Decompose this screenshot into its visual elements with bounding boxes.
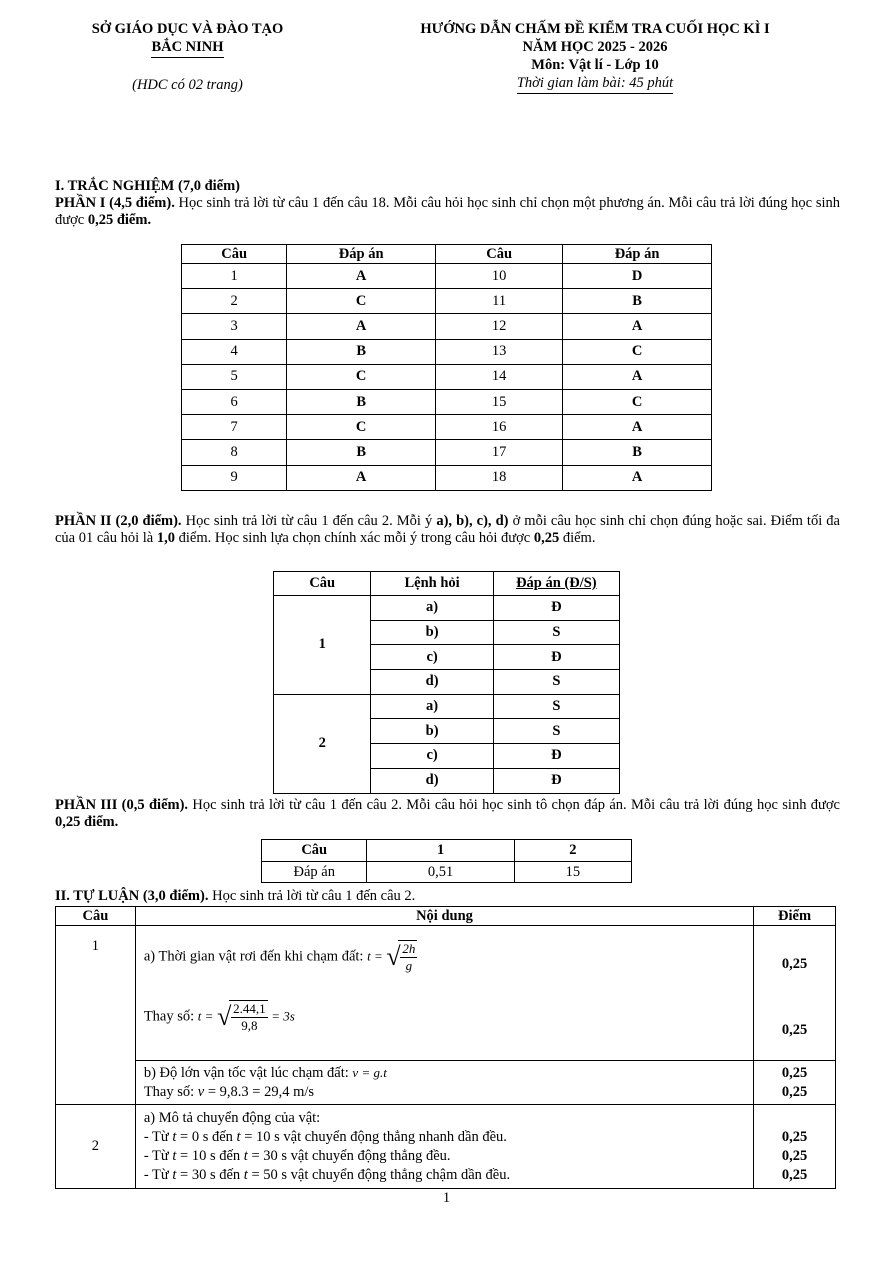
header-left <box>55 20 320 94</box>
q2-text: = 30 s đến <box>176 1166 244 1183</box>
t3-answer-1: 0,51 <box>367 862 514 883</box>
statement-label: d) <box>371 768 493 793</box>
q2-text: - Từ <box>143 1128 173 1145</box>
time-variable: t <box>172 1128 177 1145</box>
statement-label: b) <box>371 620 493 645</box>
question-number: 2 <box>182 289 287 314</box>
essay-header-diem: Điểm <box>754 907 836 926</box>
question-number: 11 <box>436 289 563 314</box>
answer-letter: B <box>563 289 712 314</box>
question-number: 14 <box>436 364 563 389</box>
q1a-sub-sqrt <box>229 1000 268 1034</box>
essay-q2-number: 2 <box>56 1105 136 1189</box>
essay-q1-number: 1 <box>56 926 136 1105</box>
q2-description-line <box>144 1166 753 1185</box>
time-variable: t <box>172 1166 177 1183</box>
q2-description-line <box>144 1147 753 1166</box>
table-row <box>182 339 712 364</box>
question-number: 2 <box>274 694 371 793</box>
q1a-sub-text: Thay số: <box>143 1008 198 1025</box>
true-false-answer: S <box>493 719 619 744</box>
q2-text: = 0 s đến <box>176 1128 237 1145</box>
answer-letter: D <box>563 264 712 289</box>
t1-header-dapan: Đáp án <box>287 245 436 264</box>
table-row <box>274 596 620 621</box>
t1-header-cau2: Câu <box>436 245 563 264</box>
answer-letter: B <box>563 440 712 465</box>
header-right <box>365 20 825 94</box>
page-number: 1 <box>442 1190 451 1206</box>
part2-text-a: Học sinh trả lời từ câu 1 đến câu 2. Mỗi ý <box>181 513 437 529</box>
answer-letter: B <box>287 440 436 465</box>
part1-answer-table <box>181 244 712 491</box>
document-title: HƯỚNG DẪN CHẤM ĐỀ KIỂM TRA CUỐI HỌC KÌ I <box>420 21 770 37</box>
q1a-text: a) Thời gian vật rơi đến khi chạm đất: <box>143 948 368 965</box>
q1a-num: √ 2h <box>402 941 416 956</box>
part3-answer-table <box>261 839 632 883</box>
part2-text-d: điểm. <box>559 530 596 546</box>
question-number: 13 <box>436 339 563 364</box>
q2-text: = 10 s đến <box>176 1147 244 1164</box>
question-number: 9 <box>182 465 287 490</box>
t1-header-dapan2: Đáp án <box>563 245 712 264</box>
answer-letter: A <box>287 314 436 339</box>
q1b-sub-text: Thay số: <box>143 1084 198 1100</box>
q1a-den: g <box>405 958 413 973</box>
question-number: 4 <box>182 339 287 364</box>
table-row <box>182 264 712 289</box>
q2-line0: a) Mô tả chuyển động của vật: <box>143 1109 321 1126</box>
t3-row-label: Đáp án <box>262 862 367 883</box>
part1-score: 0,25 điểm. <box>87 212 152 228</box>
school-year: NĂM HỌC 2025 - 2026 <box>522 39 668 55</box>
true-false-answer: Đ <box>493 645 619 670</box>
part3-score: 0,25 điểm. <box>55 814 119 830</box>
page-count-note: (HDC có 02 trang) <box>132 77 243 93</box>
time-variable: t <box>243 1147 248 1164</box>
t3-header-cau: Câu <box>262 840 367 862</box>
table-row <box>182 440 712 465</box>
question-number: 17 <box>436 440 563 465</box>
essay-header-noidung: Nội dung <box>135 907 753 926</box>
question-number: 8 <box>182 440 287 465</box>
part3-instructions <box>55 797 840 831</box>
time-variable: t <box>243 1166 248 1183</box>
essay-q1a-scores <box>754 926 836 1061</box>
t2-header-dapan: Đáp án (Đ/S) <box>493 572 619 596</box>
q1b-formula: v = g.t <box>352 1065 387 1080</box>
true-false-answer: S <box>493 694 619 719</box>
essay-q1b-content <box>135 1061 753 1105</box>
table-row <box>182 364 712 389</box>
section2-title: II. TỰ LUẬN (3,0 điểm). <box>55 888 209 904</box>
part1-text: Học sinh trả lời từ câu 1 đến câu 18. Mỗi câu hỏi học sinh chỉ chọn một phương án. Mỗi câu trả lời đúng học sinh được <box>55 195 840 228</box>
q2-score: 0,25 <box>781 1148 808 1164</box>
question-number: 7 <box>182 415 287 440</box>
q2-score: 0,25 <box>781 1167 808 1183</box>
q1a-sub-num: √ 2.44,1 <box>233 1001 266 1016</box>
answer-letter: C <box>287 289 436 314</box>
answer-letter: B <box>287 389 436 414</box>
statement-label: b) <box>371 719 493 744</box>
question-number: 10 <box>436 264 563 289</box>
time-variable: t <box>172 1147 177 1164</box>
q1a-sub-rhs: = 3s <box>271 1008 295 1024</box>
part3-text: Học sinh trả lời từ câu 1 đến câu 2. Mỗi câu hỏi học sinh tô chọn đáp án. Mỗi câu trả lời đúng học sinh được <box>188 797 840 813</box>
answer-letter: B <box>287 339 436 364</box>
province-name: BẮC NINH <box>151 38 223 58</box>
section2-title-rest: Học sinh trả lời từ câu 1 đến câu 2. <box>208 888 416 904</box>
part2-each: 0,25 <box>533 530 560 546</box>
answer-letter: A <box>563 364 712 389</box>
essay-header-cau: Câu <box>56 907 136 926</box>
part1-label: PHẦN I (4,5 điểm). <box>55 195 175 211</box>
essay-q2-scores <box>754 1105 836 1189</box>
true-false-answer: Đ <box>493 596 619 621</box>
true-false-answer: S <box>493 670 619 695</box>
section1-title: I. TRẮC NGHIỆM (7,0 điểm) <box>55 178 241 194</box>
true-false-answer: S <box>493 620 619 645</box>
answer-letter: C <box>287 415 436 440</box>
answer-letter: A <box>287 264 436 289</box>
part2-abcd: a), b), c), d) <box>436 513 509 529</box>
part2-text-b: ở mỗi câu học sinh chỉ chọn đúng hoặc sai. Điểm tối đa của 01 câu hỏi là <box>55 513 840 546</box>
q1b-sub-rest: = 9,8.3 = 29,4 m/s <box>204 1084 315 1100</box>
q2-score: 0,25 <box>781 1129 808 1145</box>
q2-text: - Từ <box>143 1147 173 1164</box>
part2-text-c: điểm. Học sinh lựa chọn chính xác mỗi ý trong câu hỏi được <box>175 530 534 546</box>
q1a-lhs: t = <box>367 948 383 964</box>
true-false-answer: Đ <box>493 744 619 769</box>
q2-text: = 50 s vật chuyển động thẳng chậm dần đều. <box>247 1166 511 1183</box>
q1b-sub-v: v <box>197 1084 205 1100</box>
essay-q1a-content <box>135 926 753 1061</box>
table-row <box>182 389 712 414</box>
question-number: 16 <box>436 415 563 440</box>
essay-q1b-scores <box>754 1061 836 1105</box>
statement-label: d) <box>371 670 493 695</box>
answer-letter: A <box>563 314 712 339</box>
question-number: 12 <box>436 314 563 339</box>
part1-instructions <box>55 195 840 229</box>
essay-q2-content <box>135 1105 753 1189</box>
t1-header-cau: Câu <box>182 245 287 264</box>
question-number: 1 <box>274 596 371 695</box>
question-number: 5 <box>182 364 287 389</box>
q1a-score: 0,25 <box>781 956 808 972</box>
q2-text: = 30 s vật chuyển động thẳng đều. <box>247 1147 451 1164</box>
part3-label: PHẦN III (0,5 điểm). <box>55 797 189 813</box>
table-row <box>182 289 712 314</box>
section2-heading <box>55 888 415 905</box>
statement-label: a) <box>371 596 493 621</box>
table-row <box>274 694 620 719</box>
t3-header-1: 1 <box>367 840 514 862</box>
answer-letter: C <box>287 364 436 389</box>
q1a-sub-lhs: t = <box>197 1008 214 1024</box>
department-name: SỞ GIÁO DỤC VÀ ĐÀO TẠO <box>91 21 284 37</box>
q1b-sub-score: 0,25 <box>781 1083 808 1100</box>
essay-answer-table <box>55 906 836 1189</box>
question-number: 15 <box>436 389 563 414</box>
part2-label: PHẦN II (2,0 điểm). <box>55 513 182 529</box>
t3-header-2: 2 <box>514 840 631 862</box>
statement-label: a) <box>371 694 493 719</box>
q1b-score: 0,25 <box>781 1064 808 1081</box>
part2-answer-table <box>273 571 620 794</box>
question-number: 1 <box>182 264 287 289</box>
table-row <box>182 465 712 490</box>
question-number: 18 <box>436 465 563 490</box>
true-false-answer: Đ <box>493 768 619 793</box>
question-number: 6 <box>182 389 287 414</box>
q1b-text: b) Độ lớn vận tốc vật lúc chạm đất: <box>143 1065 353 1081</box>
q1a-sub-den: 9,8 <box>241 1018 258 1033</box>
statement-label: c) <box>371 645 493 670</box>
t2-header-cau: Câu <box>274 572 371 596</box>
t2-header-lenh: Lệnh hỏi <box>371 572 493 596</box>
q1a-sqrt <box>398 940 417 974</box>
t3-answer-2: 15 <box>514 862 631 883</box>
answer-letter: A <box>563 465 712 490</box>
q2-text: - Từ <box>143 1166 173 1183</box>
q2-description-line <box>144 1128 753 1147</box>
answer-letter: A <box>287 465 436 490</box>
answer-letter: C <box>563 339 712 364</box>
q2-text: = 10 s vật chuyển động thẳng nhanh dần đều. <box>240 1128 507 1145</box>
question-number: 3 <box>182 314 287 339</box>
subject: Môn: Vật lí - Lớp 10 <box>531 57 659 73</box>
table-row <box>182 314 712 339</box>
time-variable: t <box>236 1128 241 1145</box>
answer-letter: C <box>563 389 712 414</box>
statement-label: c) <box>371 744 493 769</box>
table-row <box>182 415 712 440</box>
answer-letter: A <box>563 415 712 440</box>
part2-instructions <box>55 513 840 547</box>
q1a-sub-score: 0,25 <box>781 1022 808 1038</box>
time-limit: Thời gian làm bài: 45 phút <box>517 74 673 94</box>
part2-max: 1,0 <box>156 530 175 546</box>
